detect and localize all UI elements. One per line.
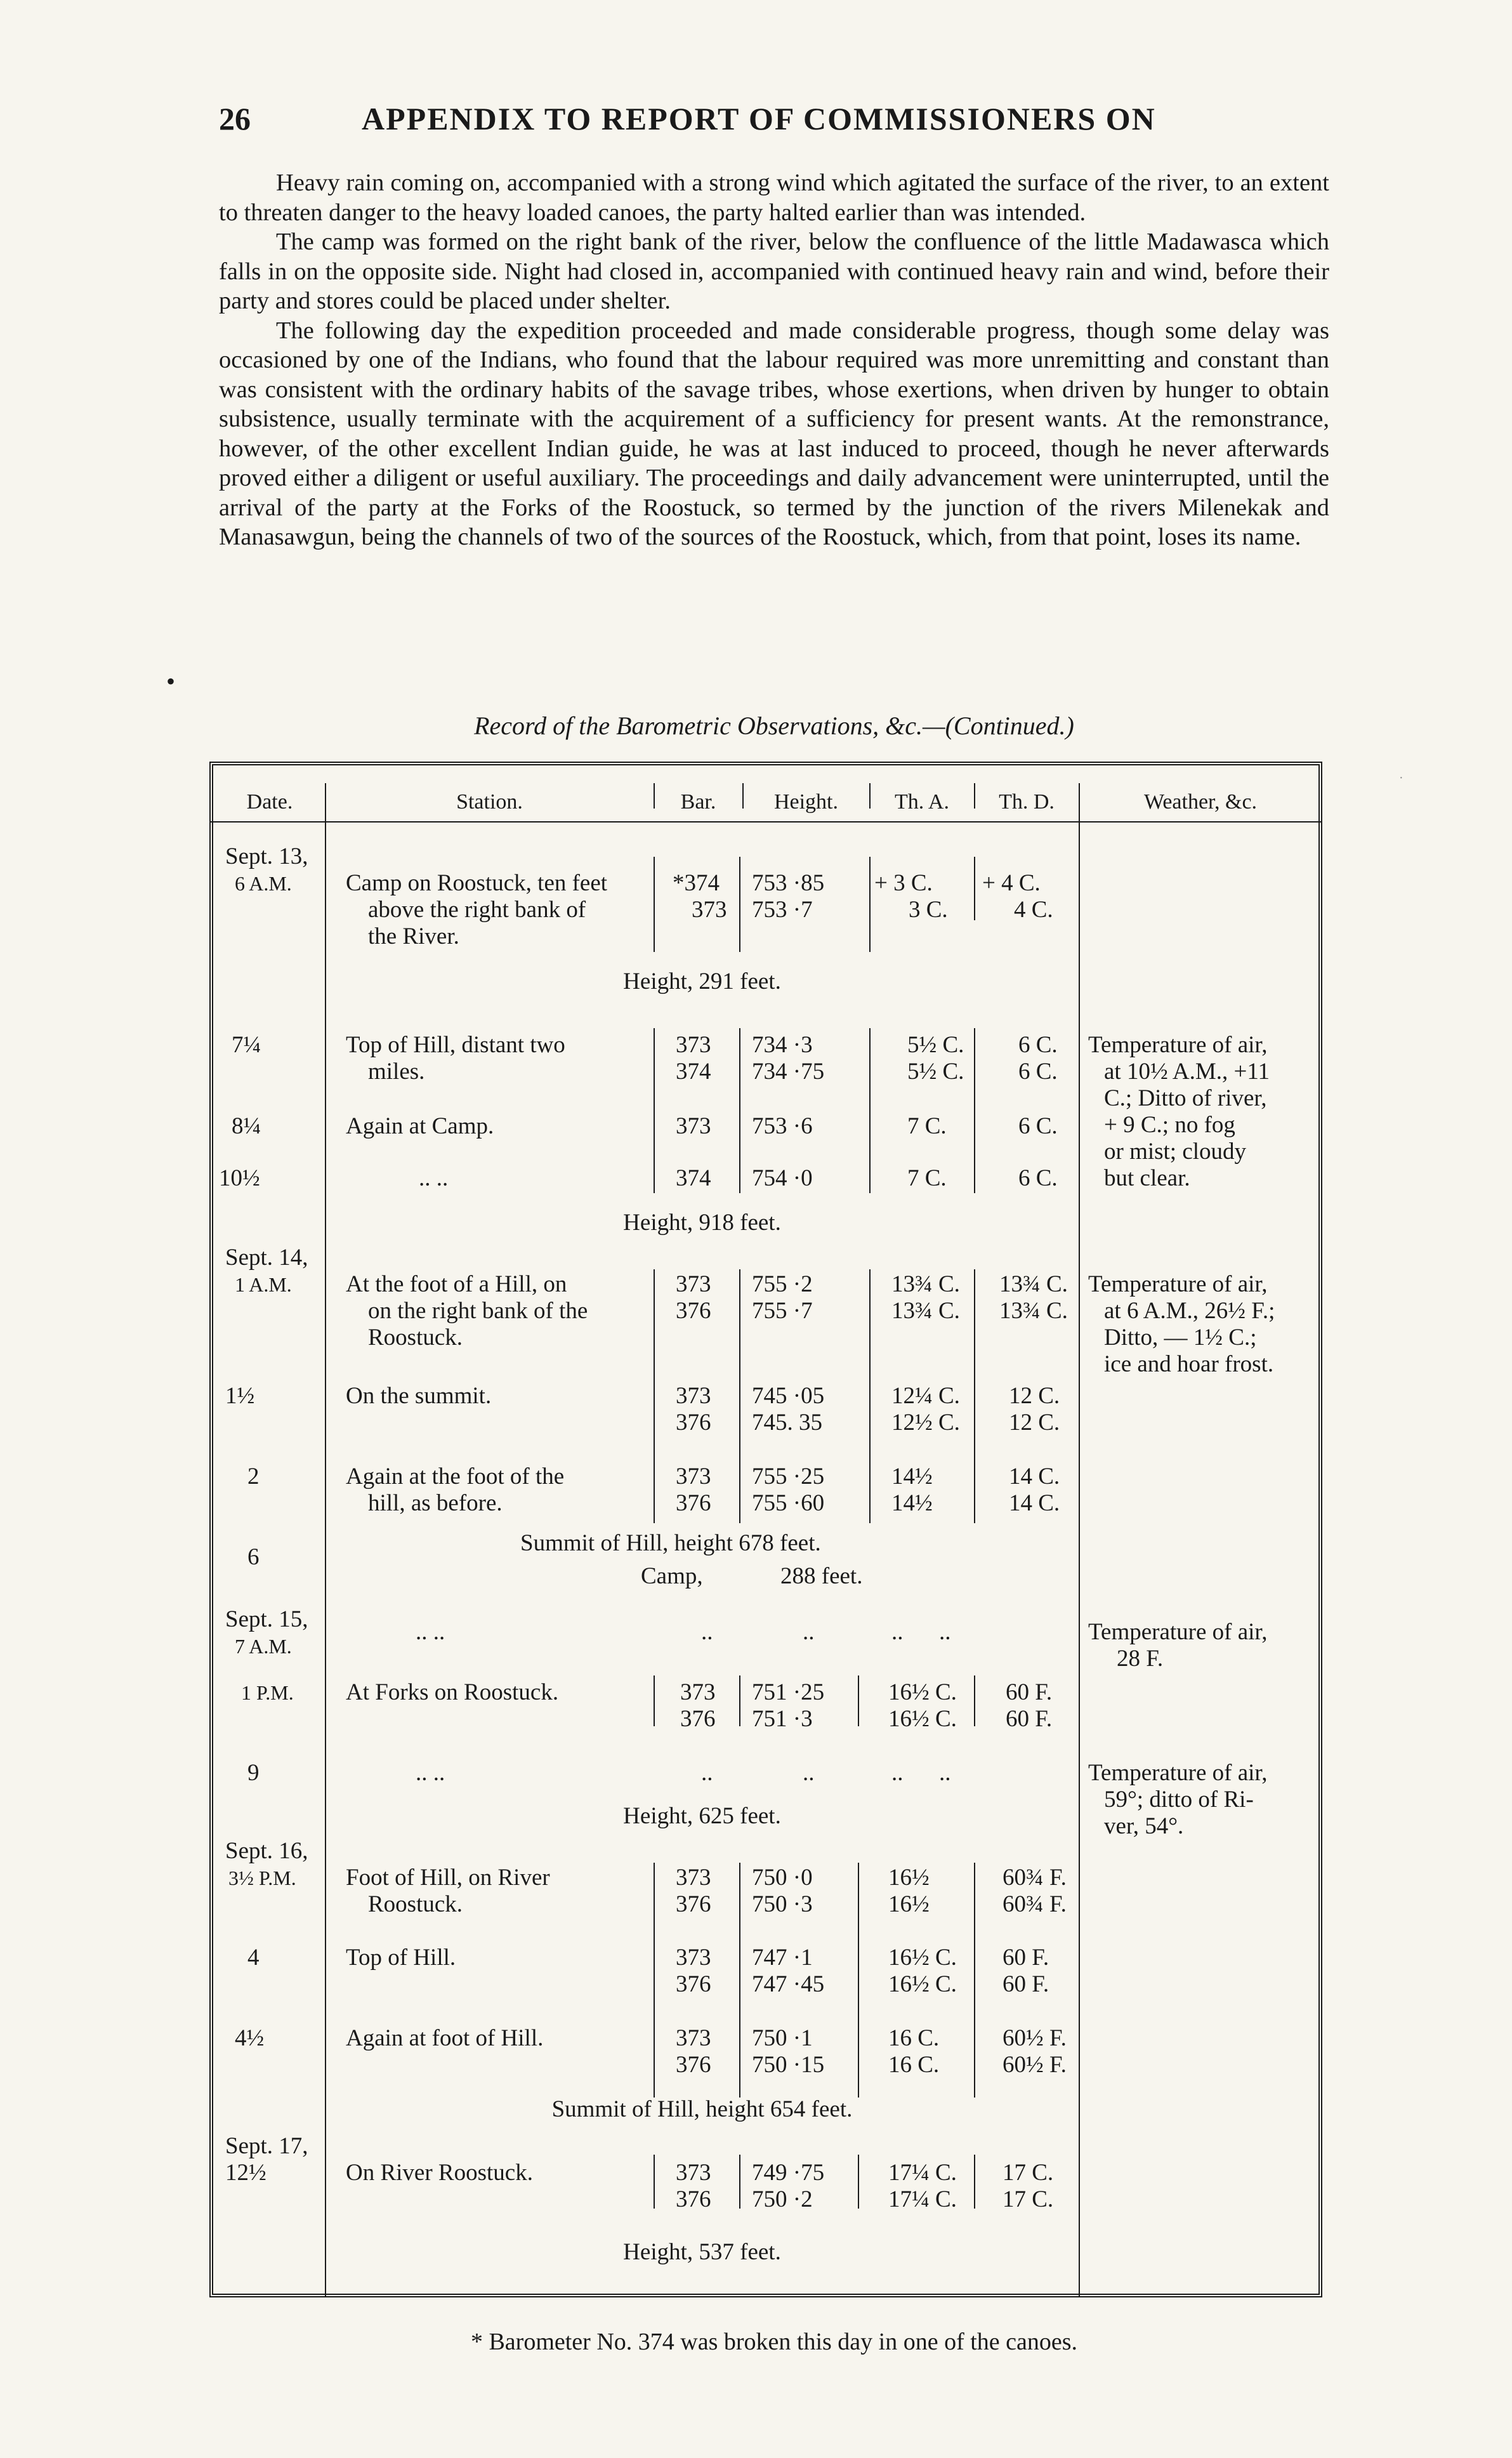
- th-a-cell: 16½: [888, 1865, 930, 1891]
- station-cell: miles.: [368, 1059, 425, 1085]
- th-a-cell: 5½ C.: [907, 1032, 964, 1058]
- running-title: APPENDIX TO REPORT OF COMMISSIONERS ON: [362, 101, 1156, 136]
- th-a-cell: 16½ C.: [888, 1971, 957, 1997]
- th-a-cell: 13¾ C.: [891, 1298, 960, 1324]
- cell-rule: [654, 857, 655, 952]
- date-cell: Sept. 15,: [225, 1606, 308, 1632]
- cell-rule: [869, 1028, 871, 1193]
- th-a-cell: 14½: [891, 1464, 933, 1490]
- date-cell: 4: [247, 1945, 260, 1971]
- cell-rule: [739, 857, 740, 952]
- weather-cell: but clear.: [1104, 1165, 1190, 1191]
- th-a-cell: 12¼ C.: [891, 1383, 960, 1409]
- th-d-cell: 12 C.: [1009, 1383, 1060, 1409]
- station-cell: on the right bank of the: [368, 1298, 588, 1324]
- height-cell: 750 ·3: [752, 1891, 813, 1917]
- th-a-cell: 7 C.: [907, 1165, 947, 1191]
- column-header-station: Station.: [456, 790, 523, 814]
- cell-rule: [974, 1675, 975, 1726]
- height-cell: ..: [803, 1619, 815, 1645]
- th-d-cell: 6 C.: [1018, 1059, 1058, 1085]
- th-d-cell: 13¾ C.: [999, 1271, 1068, 1297]
- th-d-cell: 6 C.: [1018, 1165, 1058, 1191]
- station-cell: hill, as before.: [368, 1490, 503, 1516]
- weather-cell: at 6 A.M., 26½ F.;: [1104, 1298, 1275, 1324]
- column-header-date: Date.: [246, 790, 293, 814]
- cell-rule: [858, 1675, 859, 1726]
- th-d-cell: 17 C.: [1003, 2186, 1054, 2212]
- footnote: * Barometer No. 374 was broken this day in one of the canoes.: [470, 2329, 1078, 2355]
- date-cell: 10½: [219, 1165, 260, 1191]
- height-cell: 751 ·3: [752, 1706, 813, 1732]
- cell-rule: [974, 1028, 975, 1193]
- date-cell: 1½: [225, 1383, 255, 1409]
- date-cell: 8¼: [232, 1113, 261, 1139]
- height-cell: 750 ·0: [752, 1865, 813, 1891]
- running-head: [219, 100, 1329, 151]
- cell-rule: [869, 1269, 871, 1523]
- bar-cell: 373: [676, 1945, 711, 1971]
- station-cell: .. ..: [416, 1619, 445, 1645]
- summit-summary: Summit of Hill, height 678 feet.: [520, 1530, 821, 1556]
- height-summary: Height, 625 feet.: [623, 1803, 781, 1829]
- station-cell: Again at foot of Hill.: [346, 2025, 544, 2051]
- station-cell: above the right bank of: [368, 897, 586, 923]
- th-d-cell: 60½ F.: [1003, 2052, 1067, 2078]
- page-number: 26: [219, 101, 251, 136]
- th-a-cell: 16½ C.: [888, 1945, 957, 1971]
- cell-rule: [869, 857, 871, 952]
- cell-rule: [858, 2155, 859, 2209]
- column-header-th-a: Th. A.: [895, 790, 949, 814]
- bar-cell: 376: [676, 1410, 711, 1436]
- date-cell: Sept. 17,: [225, 2133, 308, 2159]
- bar-cell: 374: [676, 1059, 711, 1085]
- bar-cell: ..: [701, 1760, 713, 1786]
- th-a-cell: 16½ C.: [888, 1706, 957, 1732]
- th-d-cell: 6 C.: [1018, 1113, 1058, 1139]
- height-summary: Height, 918 feet.: [623, 1210, 781, 1236]
- bar-cell: 376: [676, 1298, 711, 1324]
- cell-rule: [654, 1269, 655, 1523]
- camp-label: Camp,: [641, 1563, 703, 1589]
- th-a-cell: 13¾ C.: [891, 1271, 960, 1297]
- date-cell: Sept. 14,: [225, 1245, 308, 1271]
- margin-speck: •: [166, 667, 176, 696]
- bar-cell: ..: [701, 1619, 713, 1645]
- date-cell: 3½ P.M.: [228, 1867, 296, 1889]
- station-cell: Roostuck.: [368, 1325, 463, 1351]
- th-d-cell: 60 F.: [1003, 1971, 1049, 1997]
- th-a-cell: 3 C.: [909, 897, 948, 923]
- date-cell: 1 A.M.: [235, 1273, 292, 1296]
- date-cell: 9: [247, 1760, 260, 1786]
- th-a-cell: 5½ C.: [907, 1059, 964, 1085]
- station-cell: At Forks on Roostuck.: [346, 1679, 559, 1705]
- height-summary: Height, 537 feet.: [623, 2239, 781, 2265]
- station-cell: Roostuck.: [368, 1891, 463, 1917]
- body-text: [219, 168, 1329, 552]
- height-cell: 734 ·3: [752, 1032, 813, 1058]
- cell-rule: [654, 1028, 655, 1193]
- column-header-th-d: Th. D.: [999, 790, 1055, 814]
- weather-cell: + 9 C.; no fog: [1104, 1112, 1235, 1138]
- bar-cell: 373: [692, 897, 727, 923]
- column-rule: [1079, 783, 1080, 2296]
- weather-cell: Temperature of air,: [1088, 1032, 1268, 1058]
- bar-cell: 374: [676, 1165, 711, 1191]
- height-cell: ..: [803, 1760, 815, 1786]
- date-cell: 6: [247, 1544, 260, 1570]
- bar-cell: 376: [676, 1490, 711, 1516]
- date-cell: Sept. 13,: [225, 843, 308, 869]
- weather-cell: Temperature of air,: [1088, 1760, 1268, 1786]
- column-rule: [325, 783, 326, 2296]
- margin-speck: ·: [1399, 771, 1404, 785]
- cell-rule: [974, 857, 975, 920]
- height-cell: 755 ·7: [752, 1298, 813, 1324]
- bar-cell: 373: [680, 1679, 716, 1705]
- height-cell: 747 ·45: [752, 1971, 825, 1997]
- th-a-cell: ..: [891, 1619, 904, 1645]
- camp-value: 288 feet.: [780, 1563, 863, 1589]
- station-cell: Top of Hill, distant two: [346, 1032, 565, 1058]
- weather-cell: Ditto, — 1½ C.;: [1104, 1325, 1257, 1351]
- height-cell: 745. 35: [752, 1410, 822, 1436]
- th-a-cell: 16 C.: [888, 2052, 940, 2078]
- th-d-cell: ..: [939, 1760, 951, 1786]
- th-d-cell: 60 F.: [1006, 1679, 1053, 1705]
- height-cell: 751 ·25: [752, 1679, 825, 1705]
- th-d-cell: 13¾ C.: [999, 1298, 1068, 1324]
- date-cell: Sept. 16,: [225, 1838, 308, 1864]
- column-header-weather: Weather, &c.: [1143, 790, 1258, 814]
- column-header-height: Height.: [773, 790, 839, 814]
- cell-rule: [974, 1863, 975, 2098]
- bar-cell: 376: [676, 2186, 711, 2212]
- paragraph: The camp was formed on the right bank of the river, below the confluence of the little Madawasca which falls in on the opposite side. Night had closed in, accompanied with continued heavy rain and wind, before their party and stores could be placed under shelter.: [219, 228, 1329, 314]
- cell-rule: [739, 2155, 740, 2209]
- cell-rule: [739, 1028, 740, 1193]
- weather-cell: C.; Ditto of river,: [1104, 1085, 1267, 1111]
- cell-rule: [858, 1863, 859, 2098]
- th-d-cell: + 4 C.: [982, 870, 1041, 896]
- th-a-cell: + 3 C.: [874, 870, 933, 896]
- date-cell: 2: [247, 1464, 260, 1490]
- cell-rule: [739, 1269, 740, 1523]
- bar-cell: 373: [676, 1271, 711, 1297]
- date-cell: 7¼: [232, 1032, 261, 1058]
- cell-rule: [974, 1269, 975, 1523]
- cell-rule: [654, 1863, 655, 2098]
- bar-cell: *374: [673, 870, 720, 896]
- weather-cell: Temperature of air,: [1088, 1619, 1268, 1645]
- column-header-bar: Bar.: [680, 790, 716, 814]
- weather-cell: ice and hoar frost.: [1104, 1351, 1274, 1377]
- bar-cell: 373: [676, 1113, 711, 1139]
- weather-cell: ver, 54°.: [1104, 1813, 1184, 1839]
- header-rule: [209, 821, 1322, 823]
- height-cell: 755 ·2: [752, 1271, 813, 1297]
- height-cell: 755 ·60: [752, 1490, 825, 1516]
- height-cell: 734 ·75: [752, 1059, 825, 1085]
- th-a-cell: 7 C.: [907, 1113, 947, 1139]
- height-cell: 749 ·75: [752, 2160, 825, 2186]
- height-cell: 754 ·0: [752, 1165, 813, 1191]
- bar-cell: 373: [676, 1383, 711, 1409]
- height-cell: 753 ·6: [752, 1113, 813, 1139]
- th-a-cell: 16½ C.: [888, 1679, 957, 1705]
- bar-cell: 373: [676, 2025, 711, 2051]
- height-cell: 753 ·85: [752, 870, 825, 896]
- station-cell: At the foot of a Hill, on: [346, 1271, 567, 1297]
- th-a-cell: 17¼ C.: [888, 2160, 957, 2186]
- cell-rule: [654, 1675, 655, 1726]
- weather-cell: 28 F.: [1117, 1646, 1164, 1672]
- height-cell: 750 ·1: [752, 2025, 813, 2051]
- th-a-cell: ..: [891, 1760, 904, 1786]
- bar-cell: 376: [676, 1891, 711, 1917]
- th-d-cell: 14 C.: [1009, 1490, 1060, 1516]
- cell-rule: [739, 1675, 740, 1726]
- height-cell: 755 ·25: [752, 1464, 825, 1490]
- bar-cell: 373: [676, 1032, 711, 1058]
- th-a-cell: 17¼ C.: [888, 2186, 957, 2212]
- th-a-cell: 16½: [888, 1891, 930, 1917]
- th-d-cell: 60 F.: [1006, 1706, 1053, 1732]
- bar-cell: 376: [676, 2052, 711, 2078]
- summit-summary: Summit of Hill, height 654 feet.: [551, 2096, 853, 2122]
- th-d-cell: 60 F.: [1003, 1945, 1049, 1971]
- date-cell: 6 A.M.: [235, 872, 292, 895]
- station-cell: Again at the foot of the: [346, 1464, 565, 1490]
- station-cell: Foot of Hill, on River: [346, 1865, 550, 1891]
- weather-cell: at 10½ A.M., +11: [1104, 1059, 1270, 1085]
- bar-cell: 376: [680, 1706, 716, 1732]
- height-cell: 753 ·7: [752, 897, 813, 923]
- height-cell: 750 ·2: [752, 2186, 813, 2212]
- date-cell: 7 A.M.: [235, 1635, 292, 1658]
- cell-rule: [654, 2155, 655, 2209]
- height-cell: 750 ·15: [752, 2052, 825, 2078]
- station-cell: Camp on Roostuck, ten feet: [346, 870, 608, 896]
- th-a-cell: 12½ C.: [891, 1410, 960, 1436]
- height-cell: 745 ·05: [752, 1383, 825, 1409]
- th-d-cell: 17 C.: [1003, 2160, 1054, 2186]
- station-cell: On River Roostuck.: [346, 2160, 533, 2186]
- height-summary: Height, 291 feet.: [623, 968, 781, 994]
- station-cell: Again at Camp.: [346, 1113, 494, 1139]
- th-d-cell: ..: [939, 1619, 951, 1645]
- th-d-cell: 4 C.: [1014, 897, 1053, 923]
- weather-cell: Temperature of air,: [1088, 1271, 1268, 1297]
- station-cell: Top of Hill.: [346, 1945, 456, 1971]
- bar-cell: 373: [676, 1865, 711, 1891]
- weather-cell: 59°; ditto of Ri-: [1104, 1787, 1254, 1813]
- th-d-cell: 12 C.: [1009, 1410, 1060, 1436]
- station-cell: .. ..: [419, 1165, 449, 1191]
- height-cell: 747 ·1: [752, 1945, 813, 1971]
- bar-cell: 376: [676, 1971, 711, 1997]
- th-d-cell: 60¾ F.: [1003, 1891, 1067, 1917]
- date-cell: 4½: [235, 2025, 265, 2051]
- station-cell: .. ..: [416, 1760, 445, 1786]
- date-cell: 1 P.M.: [241, 1681, 294, 1704]
- weather-cell: or mist; cloudy: [1104, 1139, 1247, 1165]
- bar-cell: 373: [676, 1464, 711, 1490]
- th-a-cell: 16 C.: [888, 2025, 940, 2051]
- th-a-cell: 14½: [891, 1490, 933, 1516]
- paragraph: Heavy rain coming on, accompanied with a strong wind which agitated the surface of the river, to an extent to threaten danger to the heavy loaded canoes, the party halted earlier than was intended.: [219, 169, 1329, 226]
- th-d-cell: 14 C.: [1009, 1464, 1060, 1490]
- th-d-cell: 60½ F.: [1003, 2025, 1067, 2051]
- station-cell: On the summit.: [346, 1383, 492, 1409]
- bar-cell: 373: [676, 2160, 711, 2186]
- date-cell: 12½: [225, 2160, 266, 2186]
- th-d-cell: 60¾ F.: [1003, 1865, 1067, 1891]
- cell-rule: [739, 1863, 740, 2098]
- th-d-cell: 6 C.: [1018, 1032, 1058, 1058]
- paragraph: The following day the expedition proceeded and made considerable progress, though some delay was occasioned by one of the Indians, who found that the labour required was more unremitting and constant than was consistent with the ordinary habits of the savage tribes, whose exertions, when driven by hunger to obtain subsistence, usually terminate with the acquirement of a sufficiency for present wants. At the remonstrance, however, of the other excellent Indian guide, he was at last induced to proceed, though he never afterwards proved either a diligent or useful auxiliary. The proceedings and daily advancement were uninterrupted, until the arrival of the party at the Forks of the Roostuck, so termed by the junction of the rivers Milenekak and Manasawgun, being the channels of two of the sources of the Roostuck, which, from that point, loses its name.: [219, 317, 1329, 550]
- table-caption: Record of the Barometric Observations, &c.—(Continued.): [474, 711, 1074, 740]
- station-cell: the River.: [368, 923, 459, 949]
- cell-rule: [974, 2155, 975, 2209]
